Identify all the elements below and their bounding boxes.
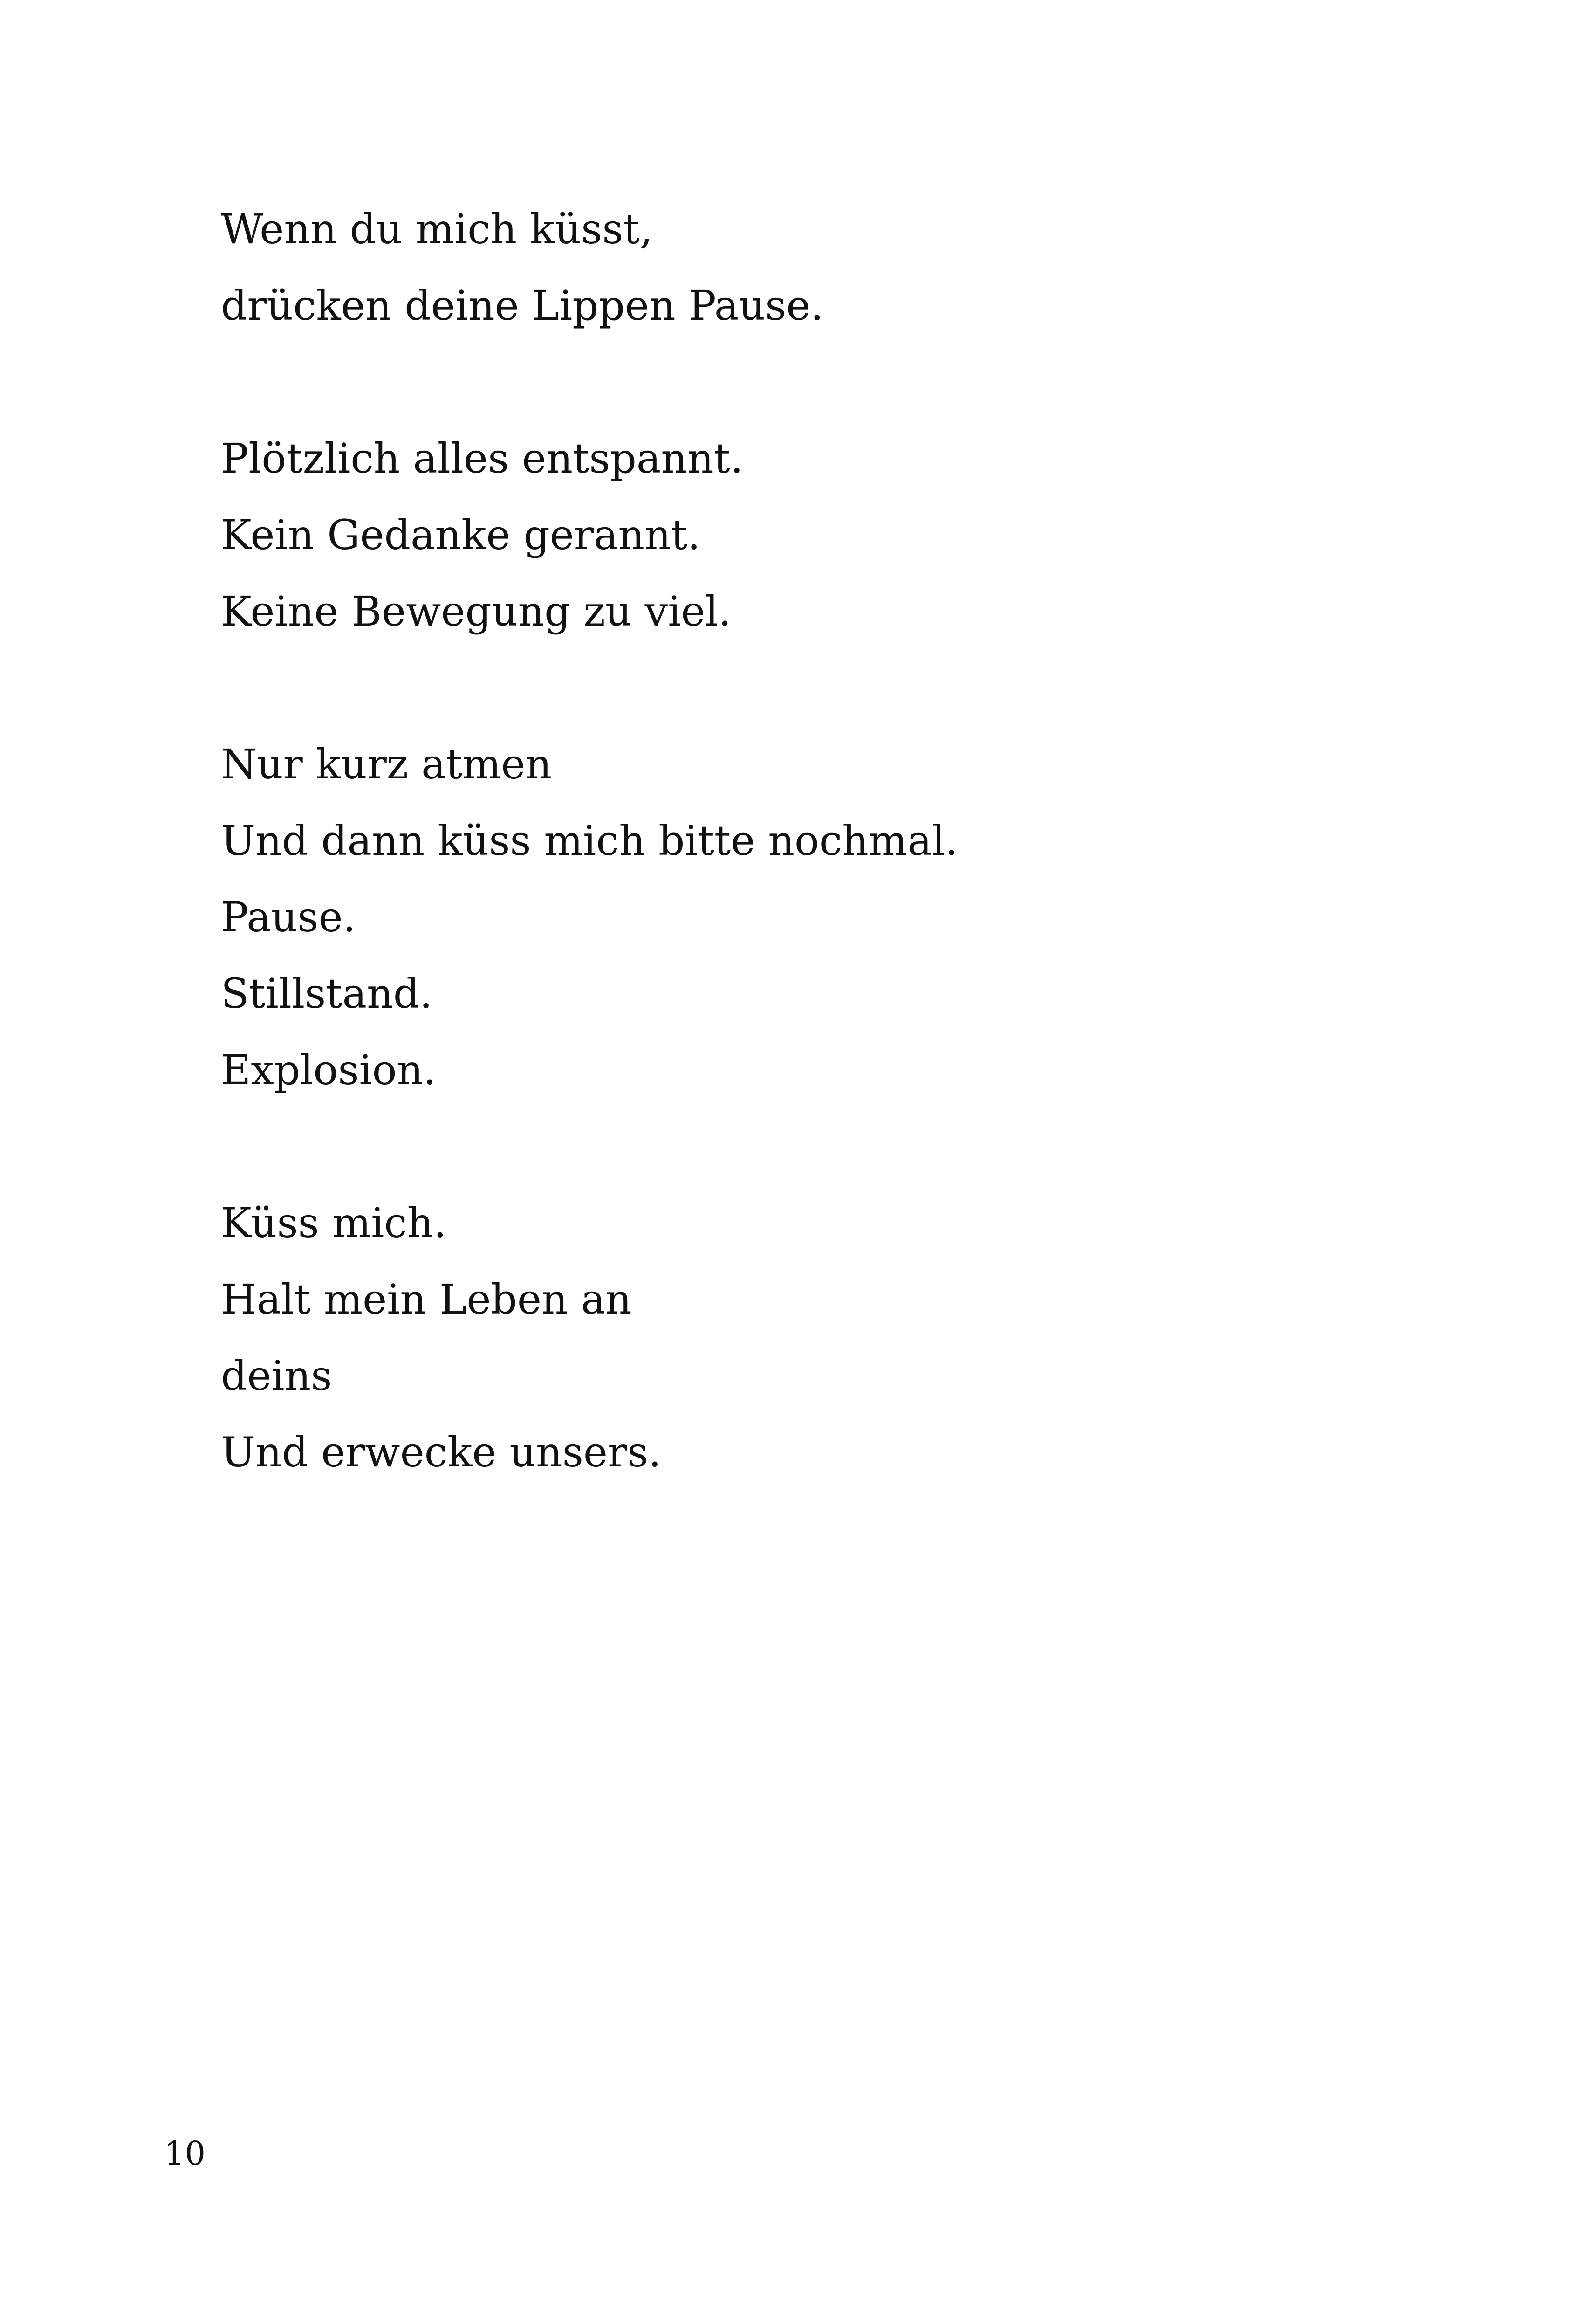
poem-line: Plötzlich alles entspannt. (221, 434, 744, 482)
stanza-2 (221, 420, 1432, 650)
poem (221, 191, 1432, 1567)
poem-line: Keine Bewegung zu viel. (221, 587, 732, 635)
poem-line: Kein Gedanke gerannt. (221, 511, 701, 559)
page-number: 10 (164, 2134, 206, 2173)
poem-line: Und dann küss mich bitte nochmal. (221, 817, 958, 865)
poem-line: deins (221, 1352, 332, 1400)
poem-line: drücken deine Lippen Pause. (221, 282, 824, 330)
poem-line: Stillstand. (221, 970, 433, 1018)
stanza-4 (221, 1185, 1432, 1491)
poem-line: Halt mein Leben an (221, 1275, 632, 1323)
poem-line: Pause. (221, 893, 356, 941)
poem-line: Küss mich. (221, 1199, 447, 1247)
stanza-1 (221, 191, 1432, 344)
poem-line: Und erwecke unsers. (221, 1428, 662, 1476)
poem-line: Wenn du mich küsst, (221, 205, 653, 253)
stanza-3 (221, 726, 1432, 1108)
poem-line: Nur kurz atmen (221, 740, 552, 788)
poem-line: Explosion. (221, 1046, 437, 1094)
